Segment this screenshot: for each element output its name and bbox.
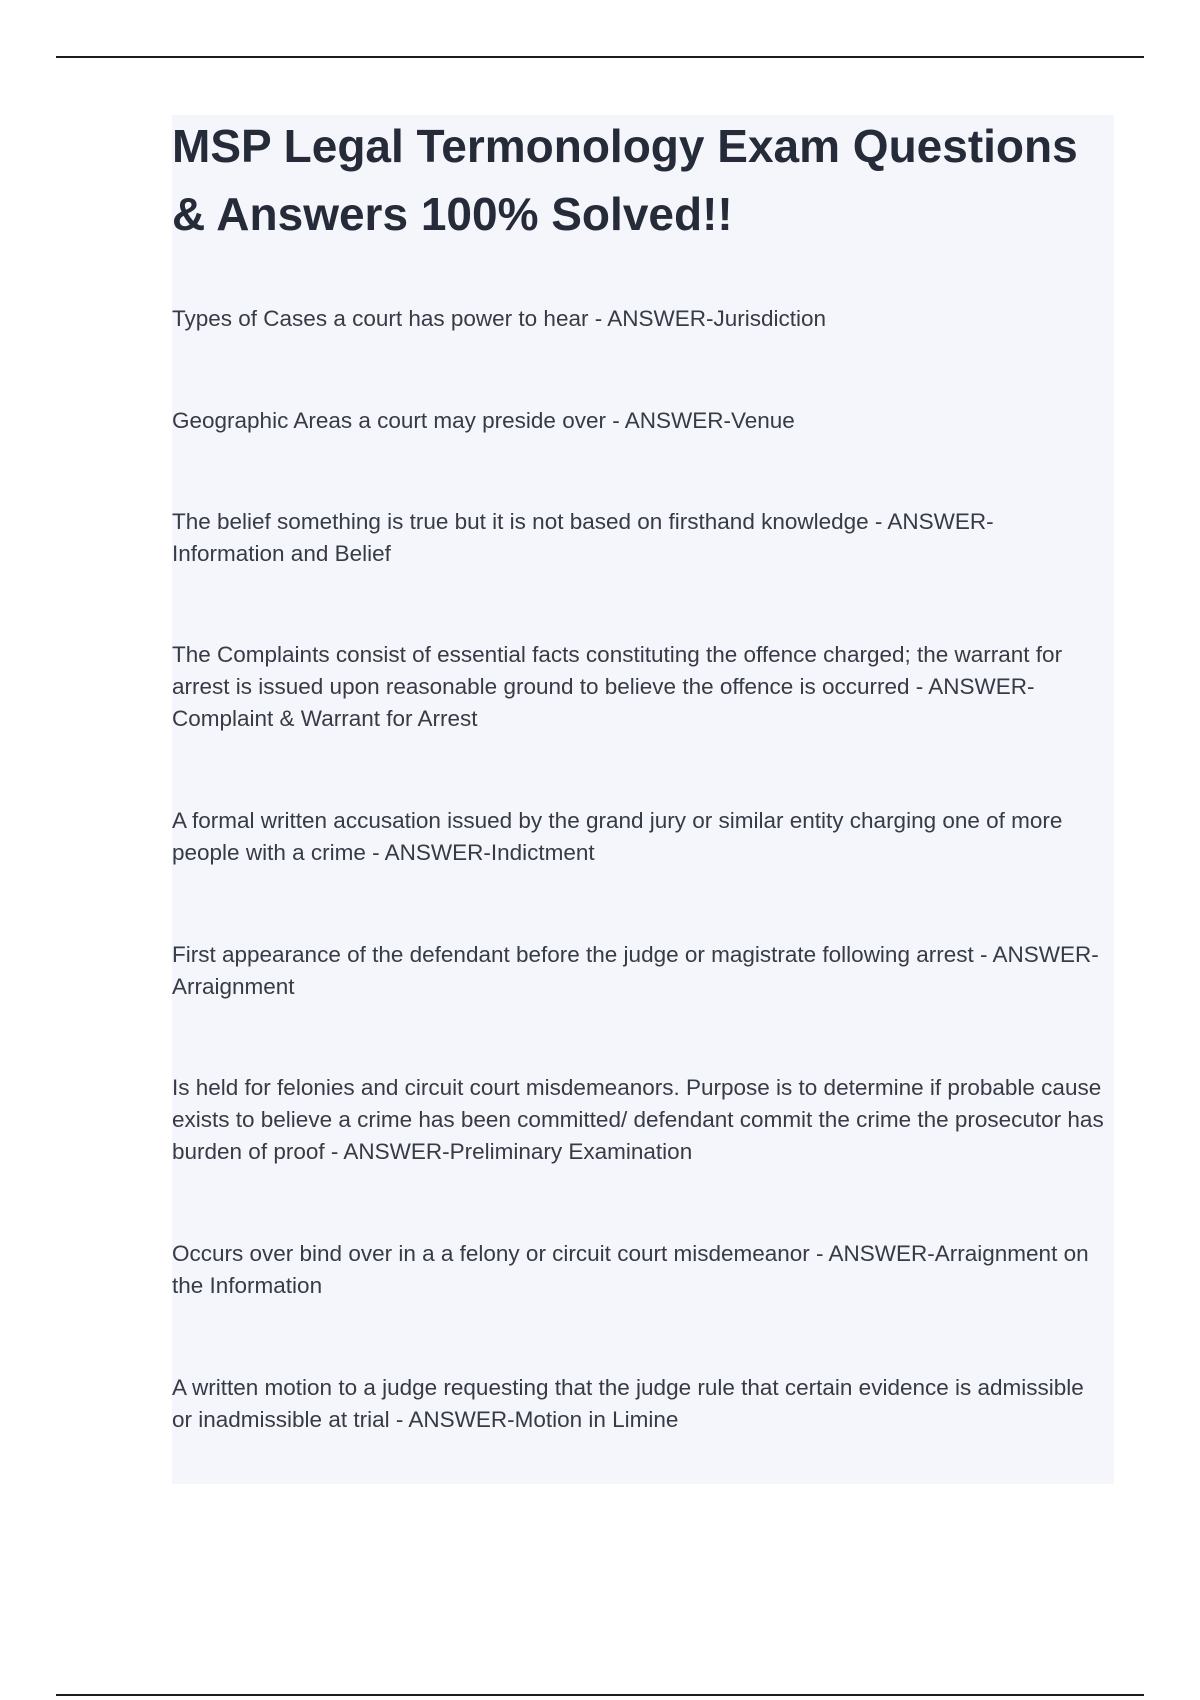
qa-item-4: The Complaints consist of essential facts constituting the offence charged; the warrant for arrest is issued upon reasonable ground to believe the offence is occurred - ANSWER-Complaint & Warrant for Arrest — [172, 642, 1063, 731]
bottom-rule — [56, 1694, 1144, 1696]
qa-item-9: A written motion to a judge requesting that the judge rule that certain evidence is admissible or inadmissible at trial - ANSWER-Motion in Limine — [172, 1375, 1084, 1432]
top-rule — [56, 56, 1144, 58]
qa-item-8: Occurs over bind over in a a felony or circuit court misdemeanor - ANSWER-Arraignment on the Information — [172, 1241, 1089, 1298]
document-title: MSP Legal Termonology Exam Questions & Answers 100% Solved!! — [172, 120, 1078, 240]
qa-item-5: A formal written accusation issued by the grand jury or similar entity charging one of more people with a crime - ANSWER-Indictment — [172, 808, 1063, 865]
qa-item-6: First appearance of the defendant before the judge or magistrate following arrest - ANSWER-Arraignment — [172, 942, 1099, 999]
qa-item-3: The belief something is true but it is not based on firsthand knowledge - ANSWER-Information and Belief — [172, 509, 994, 566]
qa-item-7: Is held for felonies and circuit court misdemeanors. Purpose is to determine if probable cause exists to believe a crime has been committed/ defendant commit the crime the prosecutor has burden of proof - ANSWER-Preliminary Examination — [172, 1075, 1104, 1164]
qa-item-2: Geographic Areas a court may preside over - ANSWER-Venue — [172, 408, 795, 433]
qa-item-1: Types of Cases a court has power to hear - ANSWER-Jurisdiction — [172, 306, 827, 331]
